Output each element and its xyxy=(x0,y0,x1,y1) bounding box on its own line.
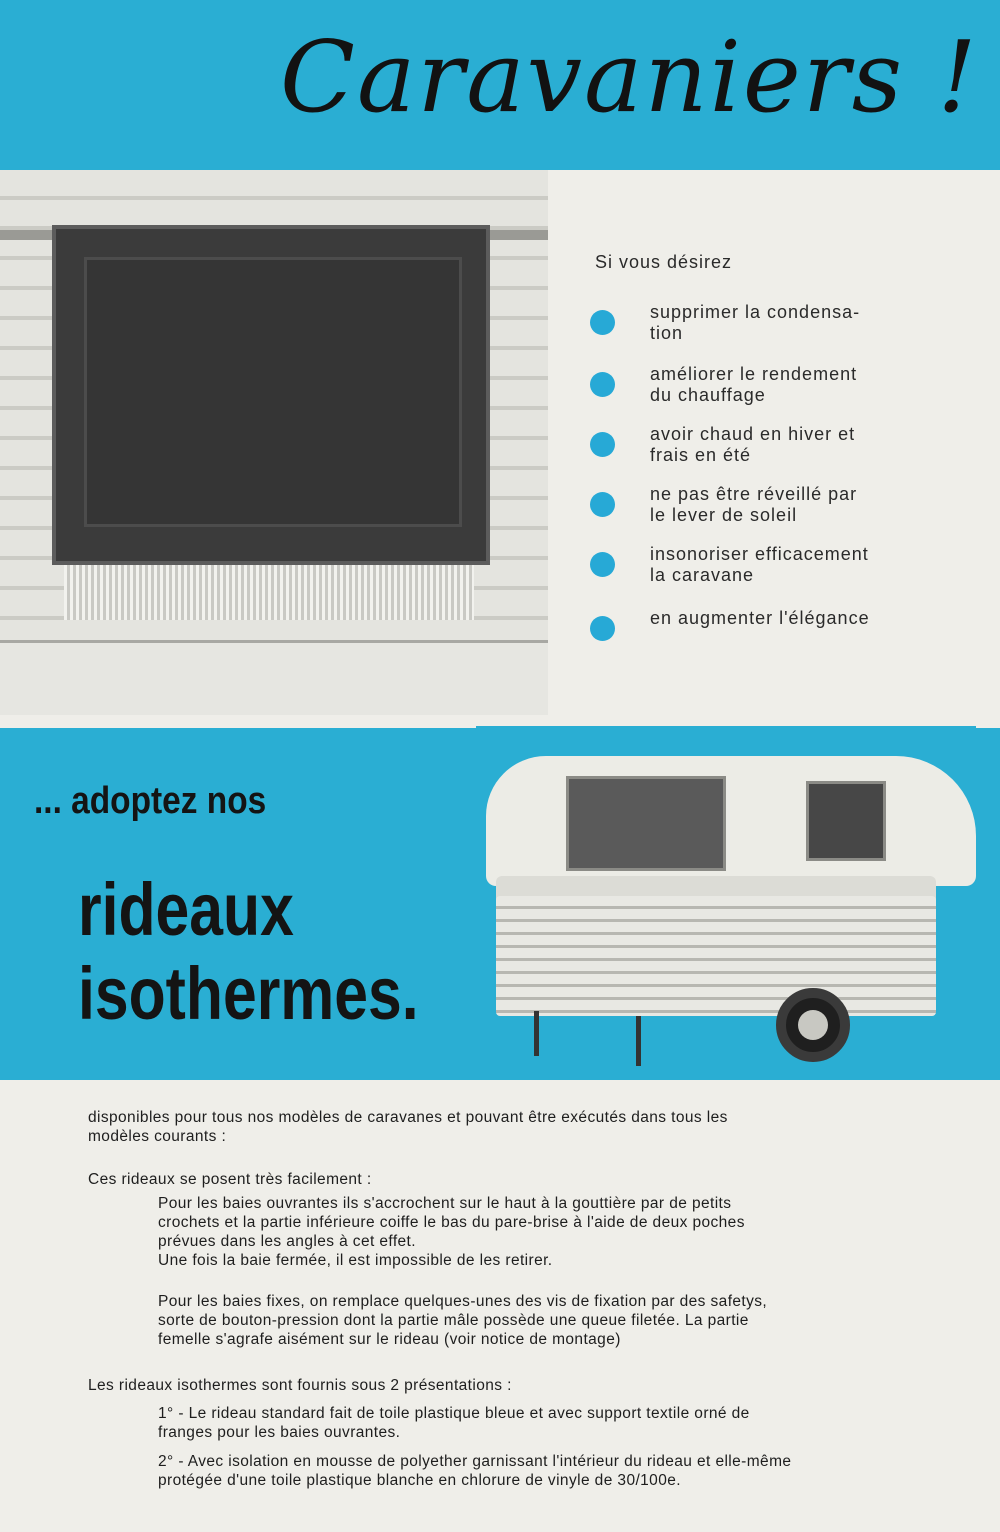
paragraph: Pour les baies ouvrantes ils s'accrochent sur le haut à la gouttière par de petits crochets et la partie inférieure coiffe le bas du pare-brise à l'aide de deux poches prévues dans les angles à cet effet. Une fois la baie fermée, il est impossible de les retirer. xyxy=(158,1195,745,1269)
bullet-dot-icon xyxy=(590,432,615,457)
headline-lead: ... adoptez nos xyxy=(34,780,267,822)
paragraph: Les rideaux isothermes sont fournis sous 2 présentations : xyxy=(88,1377,512,1394)
benefit-list xyxy=(588,302,948,638)
curtain-fringe xyxy=(64,565,474,620)
list-item: améliorer le rendement du chauffage xyxy=(588,364,948,424)
paragraph: 1° - Le rideau standard fait de toile plastique bleue et avec support textile orné de franges pour les baies ouvrantes. xyxy=(158,1405,750,1441)
bullet-dot-icon xyxy=(590,616,615,641)
list-item: ne pas être réveillé par le lever de soleil xyxy=(588,484,948,544)
curtain-panel xyxy=(84,257,462,527)
bullet-dot-icon xyxy=(590,552,615,577)
caravan-roof xyxy=(486,756,976,886)
list-item: avoir chaud en hiver et frais en été xyxy=(588,424,948,484)
paragraph: disponibles pour tous nos modèles de caravanes et pouvant être exécutés dans tous les modèles courants : xyxy=(88,1109,728,1145)
caravan-stand xyxy=(534,1011,539,1056)
bullet-dot-icon xyxy=(590,310,615,335)
paragraph: 2° - Avec isolation en mousse de polyether garnissant l'intérieur du rideau et elle-même protégée d'une toile plastique blanche en chlorure de vinyle de 30/100e. xyxy=(158,1453,792,1489)
list-item: supprimer la condensa- tion xyxy=(588,302,948,364)
caravan-window xyxy=(806,781,886,861)
headline-line-2: isothermes. xyxy=(78,952,419,1035)
list-item: en augmenter l'élégance xyxy=(588,608,948,638)
caravan-siding xyxy=(496,896,936,1016)
headline-line-1: rideaux xyxy=(78,868,294,951)
caravan-window xyxy=(566,776,726,871)
curtain xyxy=(52,225,490,565)
headline xyxy=(78,868,419,1036)
caravan-wheel-hub xyxy=(798,1010,828,1040)
bullet-dot-icon xyxy=(590,492,615,517)
caravan-photo xyxy=(476,726,976,1066)
page-title: Caravaniers ! xyxy=(280,21,979,135)
list-item: insonoriser efficacement la caravane xyxy=(588,544,948,608)
curtain-photo xyxy=(0,170,548,715)
paragraph: Ces rideaux se posent très facilement : xyxy=(88,1171,372,1188)
caravan-stand xyxy=(636,1016,641,1066)
paragraph: Pour les baies fixes, on remplace quelques-unes des vis de fixation par des safetys, sorte de bouton-pression dont la partie mâle possède une queue filetée. La partie femelle s'agrafe aisément sur le rideau (voir notice de montage) xyxy=(158,1293,768,1348)
bullet-intro: Si vous désirez xyxy=(595,252,733,272)
wall-panel xyxy=(0,640,548,715)
bullet-dot-icon xyxy=(590,372,615,397)
